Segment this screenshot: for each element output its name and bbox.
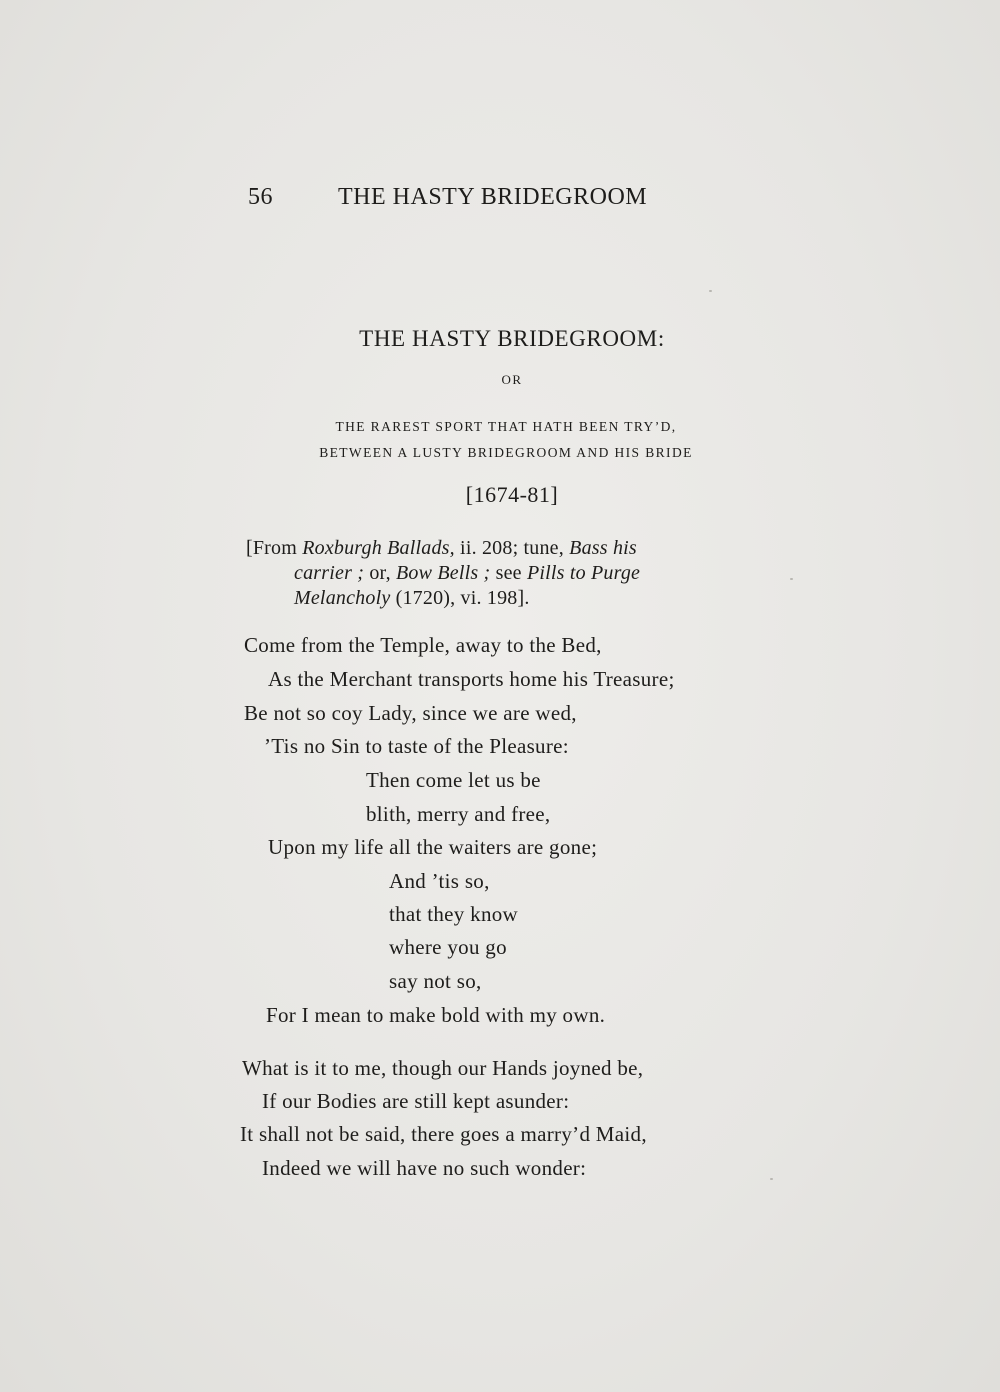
source-melancholy: Melancholy — [294, 587, 391, 609]
ballad-title-text: THE HASTY BRIDEGROOM: — [359, 326, 665, 351]
source-pills: Pills to Purge — [526, 562, 641, 584]
page-number: 56 — [248, 184, 273, 210]
source-roxburgh: Roxburgh Ballads, — [302, 537, 455, 559]
verse-line: ’Tis no Sin to taste of the Pleasure: — [264, 734, 569, 758]
verse-line: where you go — [389, 935, 507, 959]
verse-line: Be not so coy Lady, since we are wed, — [244, 701, 577, 725]
source-see: see — [490, 562, 527, 584]
source-tune-bass: Bass his — [569, 537, 637, 559]
verse-line: As the Merchant transports home his Treasure; — [268, 667, 675, 691]
source-tune-carrier: carrier ; — [294, 562, 365, 584]
ballad-date — [0, 482, 1000, 508]
running-title: THE HASTY BRIDEGROOM — [338, 184, 648, 210]
title-or — [0, 372, 1000, 388]
source-ref1: ii. 208; tune, — [454, 537, 570, 559]
source-ref2: (1720), vi. 198]. — [390, 587, 530, 609]
verse-line: Come from the Temple, away to the Bed, — [244, 633, 602, 657]
source-note-line-2 — [246, 561, 786, 586]
paper-speck — [770, 1178, 773, 1180]
source-tune-bow-bells: Bow Bells ; — [395, 562, 491, 584]
verse-line: blith, merry and free, — [366, 802, 551, 826]
ballad-title — [0, 326, 1000, 352]
verse-line: For I mean to make bold with my own. — [266, 1003, 606, 1027]
verse-line: that they know — [389, 902, 519, 926]
source-note — [246, 536, 786, 611]
verse-line: If our Bodies are still kept asunder: — [262, 1089, 570, 1113]
verse-line: What is it to me, though our Hands joyned be, — [242, 1056, 644, 1080]
verse-line: Indeed we will have no such wonder: — [262, 1156, 587, 1180]
running-head — [248, 184, 748, 218]
verse-line: say not so, — [389, 969, 482, 993]
subtitle-line: BETWEEN A LUSTY BRIDEGROOM AND HIS BRIDE — [319, 445, 693, 460]
verse-line: And ’tis so, — [389, 869, 490, 893]
title-or-text: OR — [501, 372, 523, 387]
subtitle-line: THE RAREST SPORT THAT HATH BEEN TRY’D, — [335, 419, 677, 434]
source-note-line-1 — [246, 536, 786, 561]
verse-line: Upon my life all the waiters are gone; — [268, 835, 598, 859]
source-or: or, — [364, 562, 396, 584]
paper-speck — [709, 290, 712, 292]
source-note-line-3 — [246, 586, 786, 611]
ballad-date-text: [1674-81] — [465, 482, 559, 507]
verse-line: It shall not be said, there goes a marry’d Maid, — [240, 1122, 647, 1146]
paper-speck — [790, 578, 793, 580]
verse-line: Then come let us be — [366, 768, 541, 792]
ballad-subtitle — [0, 414, 1000, 466]
source-open: [From — [246, 537, 303, 559]
